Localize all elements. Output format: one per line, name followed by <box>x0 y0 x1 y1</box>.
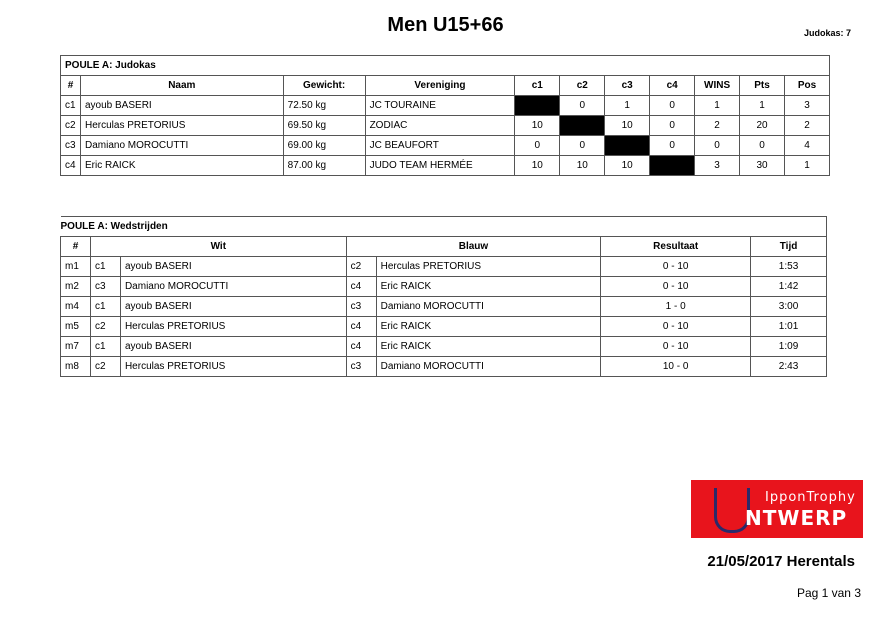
wedstrijden-header: # <box>61 237 91 257</box>
match-cell-result: 0 - 10 <box>601 277 751 297</box>
match-cell-bid: c2 <box>346 257 376 277</box>
judoka-cell-c1 <box>515 96 560 116</box>
judoka-cell-pts: 30 <box>740 156 785 176</box>
judoka-cell-c4: 0 <box>650 96 695 116</box>
match-cell-bid: c3 <box>346 297 376 317</box>
match-cell-m: m2 <box>61 277 91 297</box>
match-row <box>61 337 827 357</box>
match-cell-result: 1 - 0 <box>601 297 751 317</box>
judoka-cell-pts: 1 <box>740 96 785 116</box>
match-cell-wid: c2 <box>90 317 120 337</box>
judoka-cell-id: c1 <box>61 96 81 116</box>
judoka-cell-weight: 72.50 kg <box>283 96 365 116</box>
match-cell-bname: Damiano MOROCUTTI <box>376 357 601 377</box>
judoka-cell-c2: 0 <box>560 136 605 156</box>
judoka-cell-c4 <box>650 156 695 176</box>
judoka-cell-weight: 69.00 kg <box>283 136 365 156</box>
judoka-cell-id: c2 <box>61 116 81 136</box>
match-cell-wid: c2 <box>90 357 120 377</box>
match-row <box>61 257 827 277</box>
match-cell-time: 1:09 <box>751 337 827 357</box>
match-cell-time: 3:00 <box>751 297 827 317</box>
match-row <box>61 357 827 377</box>
judoka-cell-wins: 3 <box>695 156 740 176</box>
match-cell-time: 1:53 <box>751 257 827 277</box>
judoka-cell-name: Eric RAICK <box>80 156 283 176</box>
judoka-cell-club: JC TOURAINE <box>365 96 515 116</box>
match-cell-time: 2:43 <box>751 357 827 377</box>
judoka-cell-c1: 10 <box>515 156 560 176</box>
judoka-cell-id: c4 <box>61 156 81 176</box>
match-cell-bid: c4 <box>346 337 376 357</box>
match-cell-wname: Herculas PRETORIUS <box>120 357 346 377</box>
match-cell-result: 0 - 10 <box>601 317 751 337</box>
judoka-cell-club: JUDO TEAM HERMÉE <box>365 156 515 176</box>
logo-bottom-text: NTWERP <box>745 506 848 530</box>
judokas-table <box>60 55 830 176</box>
judoka-row <box>61 156 830 176</box>
match-cell-wid: c1 <box>90 337 120 357</box>
judoka-cell-c3: 10 <box>605 116 650 136</box>
judoka-cell-c1: 0 <box>515 136 560 156</box>
judoka-cell-c4: 0 <box>650 136 695 156</box>
judoka-cell-name: Damiano MOROCUTTI <box>80 136 283 156</box>
judokas-header: c4 <box>650 76 695 96</box>
judokas-header: c3 <box>605 76 650 96</box>
judoka-row <box>61 136 830 156</box>
match-cell-result: 0 - 10 <box>601 337 751 357</box>
match-cell-time: 1:01 <box>751 317 827 337</box>
ippon-trophy-logo <box>691 480 863 538</box>
match-cell-wname: ayoub BASERI <box>120 297 346 317</box>
match-cell-result: 0 - 10 <box>601 257 751 277</box>
judokas-header: Pos <box>785 76 830 96</box>
judokas-header: # <box>61 76 81 96</box>
wedstrijden-table <box>60 216 827 377</box>
judoka-row <box>61 116 830 136</box>
judoka-cell-c1: 10 <box>515 116 560 136</box>
judoka-row <box>61 96 830 116</box>
judokas-header: Naam <box>80 76 283 96</box>
judokas-count: Judokas: 7 <box>803 28 851 38</box>
judoka-cell-c3: 10 <box>605 156 650 176</box>
match-cell-wid: c1 <box>90 257 120 277</box>
judoka-cell-c2: 10 <box>560 156 605 176</box>
judoka-cell-pos: 1 <box>785 156 830 176</box>
judoka-cell-wins: 0 <box>695 136 740 156</box>
judokas-caption: POULE A: Judokas <box>61 56 830 76</box>
match-cell-bname: Eric RAICK <box>376 317 601 337</box>
judoka-cell-weight: 87.00 kg <box>283 156 365 176</box>
match-cell-wname: ayoub BASERI <box>120 337 346 357</box>
judokas-header: Pts <box>740 76 785 96</box>
judoka-cell-c2 <box>560 116 605 136</box>
wedstrijden-header: Tijd <box>751 237 827 257</box>
page-number: Pag 1 van 3 <box>796 586 861 600</box>
judoka-cell-club: JC BEAUFORT <box>365 136 515 156</box>
judoka-cell-pos: 2 <box>785 116 830 136</box>
judoka-cell-pos: 3 <box>785 96 830 116</box>
judoka-cell-name: ayoub BASERI <box>80 96 283 116</box>
match-cell-wname: Herculas PRETORIUS <box>120 317 346 337</box>
match-cell-time: 1:42 <box>751 277 827 297</box>
match-cell-bid: c3 <box>346 357 376 377</box>
match-row <box>61 317 827 337</box>
match-row <box>61 277 827 297</box>
judoka-cell-wins: 2 <box>695 116 740 136</box>
match-cell-result: 10 - 0 <box>601 357 751 377</box>
match-cell-m: m7 <box>61 337 91 357</box>
judoka-cell-name: Herculas PRETORIUS <box>80 116 283 136</box>
judokas-header: Vereniging <box>365 76 515 96</box>
judoka-cell-wins: 1 <box>695 96 740 116</box>
judoka-cell-club: ZODIAC <box>365 116 515 136</box>
match-cell-m: m1 <box>61 257 91 277</box>
match-cell-m: m8 <box>61 357 91 377</box>
judokas-header: WINS <box>695 76 740 96</box>
match-cell-m: m5 <box>61 317 91 337</box>
judoka-cell-c3: 1 <box>605 96 650 116</box>
wedstrijden-header: Wit <box>90 237 346 257</box>
judoka-cell-c4: 0 <box>650 116 695 136</box>
event-date: 21/05/2017 Herentals <box>707 553 855 570</box>
match-cell-bname: Herculas PRETORIUS <box>376 257 601 277</box>
match-row <box>61 297 827 317</box>
match-cell-bid: c4 <box>346 317 376 337</box>
judoka-cell-c2: 0 <box>560 96 605 116</box>
match-cell-bname: Damiano MOROCUTTI <box>376 297 601 317</box>
judoka-cell-c3 <box>605 136 650 156</box>
judokas-header: Gewicht: <box>283 76 365 96</box>
logo-top-text: IpponTrophy <box>765 490 856 505</box>
match-cell-wname: Damiano MOROCUTTI <box>120 277 346 297</box>
match-cell-bname: Eric RAICK <box>376 277 601 297</box>
match-cell-wid: c1 <box>90 297 120 317</box>
judokas-header: c1 <box>515 76 560 96</box>
match-cell-wname: ayoub BASERI <box>120 257 346 277</box>
judoka-cell-id: c3 <box>61 136 81 156</box>
match-cell-bid: c4 <box>346 277 376 297</box>
judoka-cell-pos: 4 <box>785 136 830 156</box>
match-cell-bname: Eric RAICK <box>376 337 601 357</box>
match-cell-wid: c3 <box>90 277 120 297</box>
judoka-cell-pts: 20 <box>740 116 785 136</box>
judoka-cell-weight: 69.50 kg <box>283 116 365 136</box>
wedstrijden-caption: POULE A: Wedstrijden <box>61 217 827 237</box>
page-title: Men U15+66 <box>387 14 504 36</box>
match-cell-m: m4 <box>61 297 91 317</box>
wedstrijden-header: Blauw <box>346 237 601 257</box>
judoka-cell-pts: 0 <box>740 136 785 156</box>
judokas-header: c2 <box>560 76 605 96</box>
wedstrijden-header: Resultaat <box>601 237 751 257</box>
